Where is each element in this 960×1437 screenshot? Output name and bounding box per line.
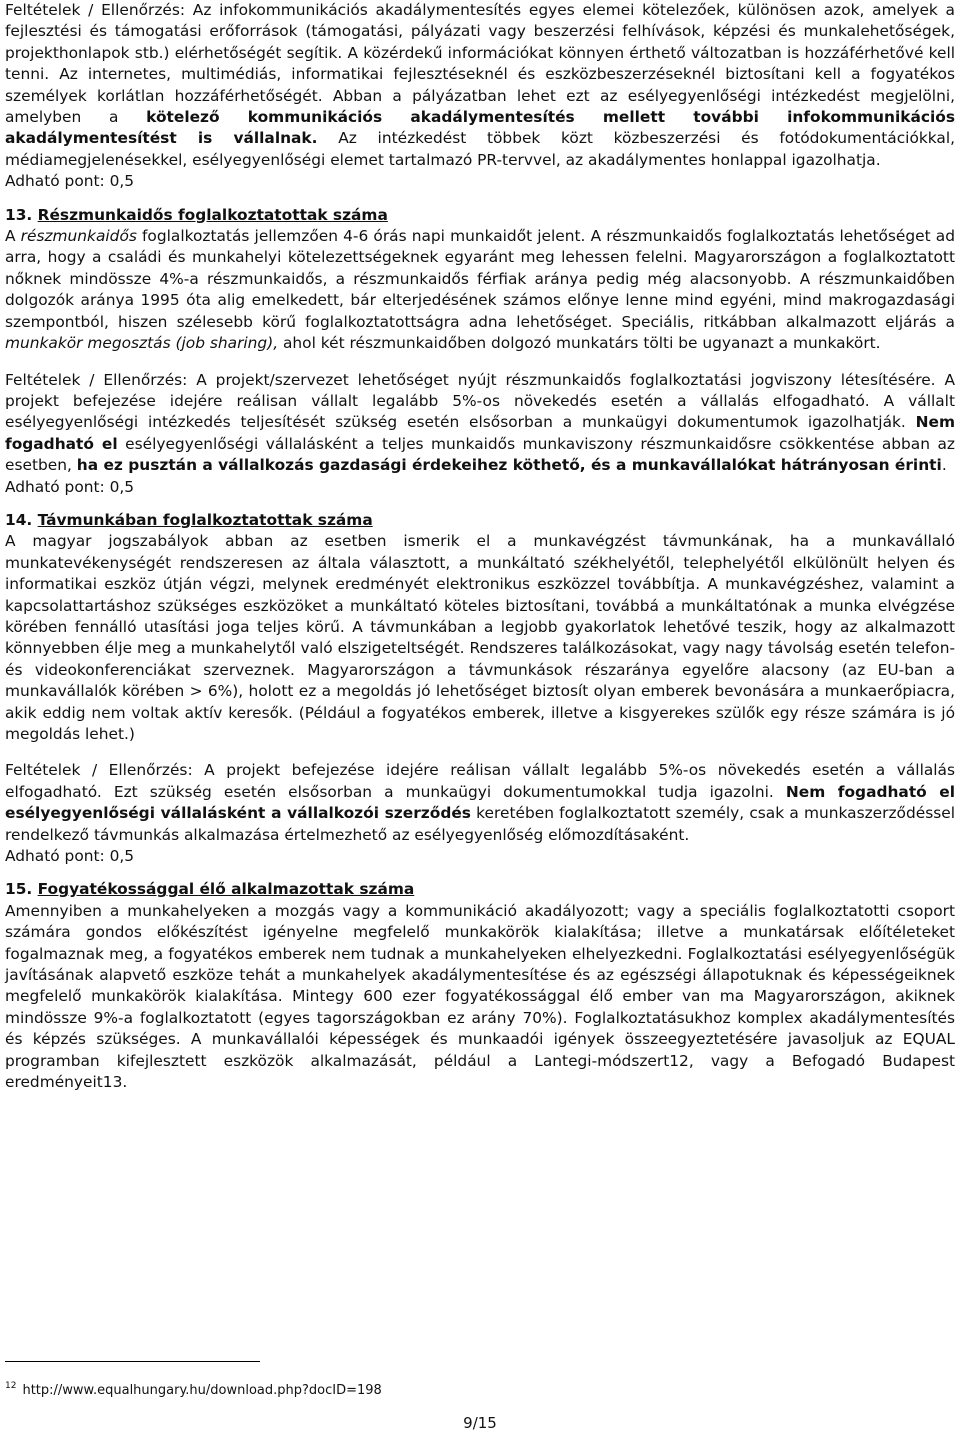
text-run: .: [941, 456, 947, 475]
text-run: ahol két részmunkaidőben dolgozó munkatárs tölti be ugyanazt a munkakört.: [278, 334, 881, 353]
section-13-heading: [5, 205, 955, 226]
italic-text: részmunkaidős: [20, 227, 137, 246]
section-13-paragraph-1: [5, 226, 955, 354]
document-page: [5, 0, 955, 1437]
section-14-heading: [5, 510, 955, 531]
intro-bold-text: kötelező kommunikációs akadálymentesítés mellett további infokommunikációs akadálymentesítést is vállalnak.: [5, 108, 955, 148]
text-run: Feltételek / Ellenőrzés: A projekt/szervezet lehetőséget nyújt részmunkaidős foglalkoztatási jogviszony létesítésére. A projekt befejezése idejére reálisan vállalt legalább 5%-os növekedés esetén a vállalás elfogadható. A vállalt esélyegyenlőségi intézkedés teljesítését szükség esetén elsősorban a munkaügyi dokumentumok igazolhatják.: [5, 370, 955, 432]
section-number: 13.: [5, 205, 33, 224]
section-13-paragraph-2: [5, 370, 955, 477]
footnote-url[interactable]: http://www.equalhungary.hu/download.php?docID=198: [22, 1383, 382, 1398]
page-number: 9/15: [463, 1414, 497, 1432]
section-title: Távmunkában foglalkoztatottak száma: [37, 510, 373, 529]
text-run: keretében foglalkoztatott személy, csak a munkaszerződéssel rendelkező távmunkás alkalmazása értelmezhető az esélyegyenlőség előmozdításaként.: [5, 804, 955, 844]
bold-text: Nem fogadható el esélyegyenlőségi vállalásként a vállalkozói szerződés: [5, 782, 955, 823]
section-title: Részmunkaidős foglalkoztatottak száma: [37, 205, 388, 224]
bold-text: ha ez pusztán a vállalkozás gazdasági érdekeihez köthető, és a munkavállalókat hátrányosan érinti: [76, 456, 942, 475]
intro-paragraph: [5, 0, 955, 171]
section-number: 15.: [5, 880, 33, 899]
points-line: Adható pont: 0,5: [5, 847, 135, 866]
text-run: A: [5, 227, 21, 246]
intro-text: Feltételek / Ellenőrzés: Az infokommunikációs akadálymentesítés egyes elemei kötelezőek, különösen azok, amelyek a fejlesztési és támogatási erőforrások (támogatási, pályázati vagy beszerzési felhívások, képzési és munkalehetőségek, projekthonlapok stb.) elérhetőségét segítik. A közérdekű információkat könnyen érthető változatban is hozzáférhetővé kell tenni. Az internetes, multimédiás, informatikai fejlesztéseknél és eszközbeszerzéseknél biztosítani kell a fogyatékos személyek korlátlan hozzáférhetőségét. Abban a pályázatban lehet ezt az esélyegyenlőségi intézkedést megjelölni, amelyben a: [5, 1, 955, 127]
section-15-heading: [5, 879, 955, 900]
section-number: 14.: [5, 510, 33, 529]
italic-text: munkakör megosztás (job sharing),: [5, 334, 279, 353]
text-run: esélyegyenlőségi vállalásként a teljes munkaidős munkaviszony részmunkaidősre csökkentése abban az esetben,: [5, 434, 955, 475]
section-15-paragraph-1: Amennyiben a munkahelyeken a mozgás vagy a kommunikáció akadályozott; vagy a speciális foglalkoztatotti csoport számára gondos előkészítést igényelne megfelelő munkakörök kialakítása; illetve a munkatársak előítéleteket fogalmaznak meg, a fogyatékos emberek nem tudnak a munkahelyeken elhelyezkedni. Foglalkoztatási esélyegyenlőségük javításának alapvető eszköze tehát a munkahelyek akadálymentesítése és az egészségi állapotuknak és képességeiknek megfelelő munkakörök kialakítása. Mintegy 600 ezer fogyatékossággal élő ember van ma Magyarországon, akiknek mindössze 9%-a foglalkoztatott (egyes tagországokban ez arány 70%). Foglalkoztatásukhoz komplex akadálymentesítés és képzés szükséges. A munkavállalói képességek és munkaadói igények összeegyeztetésére javasoljuk az EQUAL programban kifejlesztett eszközök alkalmazását, például a Lantegi-módszert12, vagy a Befogadó Budapest eredményeit13.: [5, 901, 955, 1092]
text-run: foglalkoztatás jellemzően 4-6 órás napi munkaidőt jelent. A részmunkaidős foglalkoztatás lehetőséget ad arra, hogy a családi és munkahelyi kötelezettségeknek egyaránt meg lehessen felelni. Magyarországon a foglalkoztatott nőknek mindössze 4%-a részmunkaidős, a részmunkaidős férfiak aránya pedig még alacsonyobb. A részmunkaidőben dolgozók aránya 1995 óta alig emelkedett, bár elterjedésének számos előnye lenne mind egyéni, mind makrogazdasági szempontból, hiszen szélesebb körű foglalkoztatottságra adna lehetőséget. Speciális, ritkábban alkalmazott eljárás a: [5, 227, 955, 331]
intro-text-end: Az intézkedést többek közt közbeszerzési és fotódokumentációkkal, médiamegjelenésekkel, esélyegyenlőségi elemet tartalmazó PR-tervvel, az akadálymentes honlappal igazolhatja.: [5, 129, 956, 169]
section-title: Fogyatékossággal élő alkalmazottak száma: [37, 880, 415, 899]
points-line: Adható pont: 0,5: [5, 172, 135, 191]
bold-text: Nem fogadható el: [5, 413, 955, 453]
text-run: Feltételek / Ellenőrzés: A projekt befejezése idejére reálisan vállalt legalább 5%-os növekedés esetén a vállalás elfogadható. Ezt szükség esetén elsősorban a munkaügyi dokumentumokkal tudja igazolni.: [5, 761, 955, 801]
points-line: Adható pont: 0,5: [5, 477, 135, 496]
section-14-paragraph-1: A magyar jogszabályok abban az esetben ismerik el a munkavégzést távmunkának, ha a munkavállaló munkatevékenységét rendszeresen az általa választott, a munkáltató székhelyétől, telephelyétől elkülönült helyen és informatikai eszköz útján végzi, melynek eredményét elektronikus eszközzel továbbítja. A munkavégzéshez, valamint a kapcsolattartáshoz szükséges eszközöket a munkáltató köteles biztosítani, továbbá a munkáltatónak a munka elvégzése körében fennálló utasítási joga teljes körű. A távmunkában a legjobb gyakorlatok lehetővé teszik, hogy az alkalmazott könnyebben élje meg a munkahelytől való elszigeteltségét. Rendszeres találkozásokat, vagy nagy távolság esetén telefon- és videokonferenciákat szerveznek. Magyarországon a távmunkások részaránya egyelőre alacsony (az EU-ban a munkavállalók körében > 6%), holott ez a megoldás jó lehetőséget biztosít olyan emberek bevonására a munkaerőpiacra, akik eddig nem voltak aktív keresők. (Például a fogyatékos emberek, illetve a kisgyerekes szülők egy része számára is jó megoldás lehet.): [5, 532, 955, 743]
footnote-divider: [5, 1361, 260, 1362]
footnote: [5, 1378, 382, 1399]
section-14-paragraph-2: [5, 760, 955, 846]
footnote-number: 12: [5, 1381, 17, 1391]
